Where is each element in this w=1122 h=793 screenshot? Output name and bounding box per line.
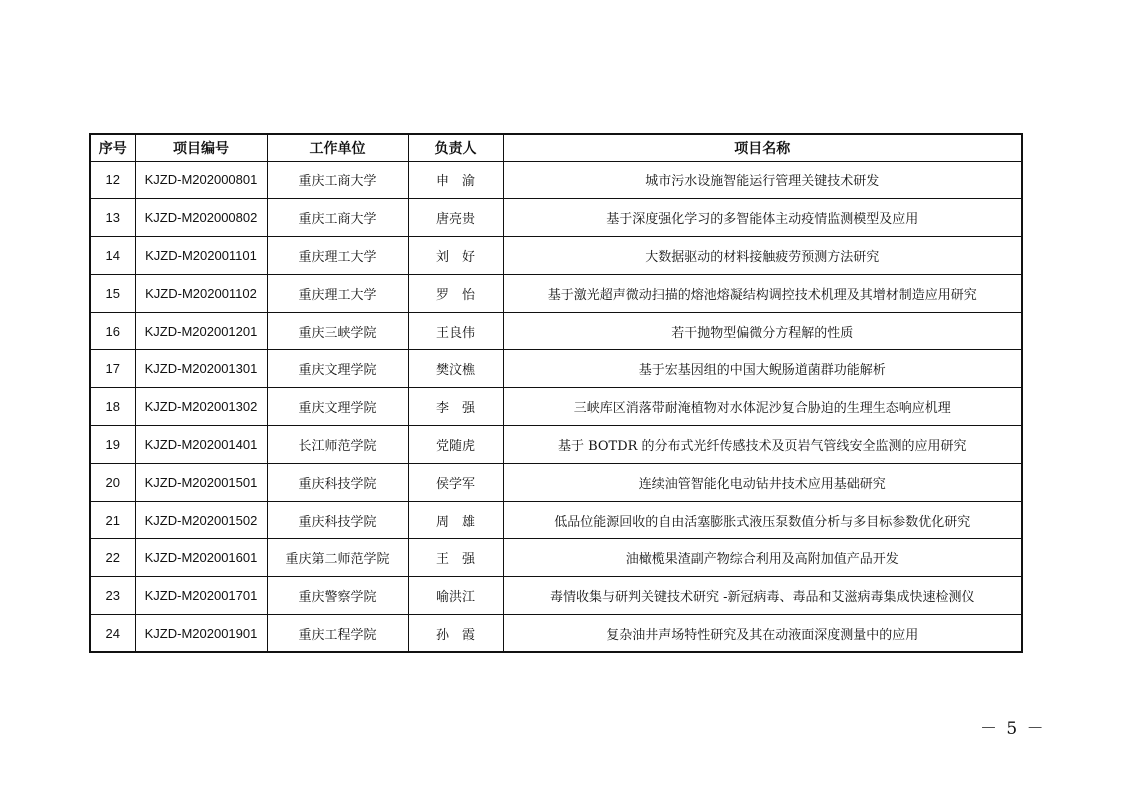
cell-project-name: 三峡库区消落带耐淹植物对水体泥沙复合胁迫的生理生态响应机理 — [503, 388, 1022, 426]
cell-work-unit: 重庆工商大学 — [267, 161, 408, 199]
cell-project-code: KJZD-M202001101 — [135, 237, 267, 275]
cell-project-code: KJZD-M202000802 — [135, 199, 267, 237]
table-body — [90, 161, 1022, 652]
cell-work-unit: 长江师范学院 — [267, 426, 408, 464]
table-row — [90, 237, 1022, 275]
cell-project-code: KJZD-M202001701 — [135, 577, 267, 615]
table-row — [90, 161, 1022, 199]
table-row — [90, 350, 1022, 388]
cell-seq: 16 — [90, 312, 135, 350]
cell-work-unit: 重庆警察学院 — [267, 577, 408, 615]
cell-leader: 王良伟 — [408, 312, 503, 350]
cell-project-code: KJZD-M202001102 — [135, 274, 267, 312]
table-row — [90, 615, 1022, 653]
cell-leader: 李 强 — [408, 388, 503, 426]
project-table — [89, 133, 1023, 653]
cell-seq: 14 — [90, 237, 135, 275]
table-row — [90, 426, 1022, 464]
header-lead: 负责人 — [408, 134, 503, 161]
cell-project-code: KJZD-M202001201 — [135, 312, 267, 350]
header-code: 项目编号 — [135, 134, 267, 161]
table-header-row — [90, 134, 1022, 161]
cell-project-name: 毒情收集与研判关键技术研究 -新冠病毒、毒品和艾滋病毒集成快速检测仪 — [503, 577, 1022, 615]
cell-work-unit: 重庆文理学院 — [267, 350, 408, 388]
cell-seq: 20 — [90, 463, 135, 501]
cell-seq: 24 — [90, 615, 135, 653]
header-unit: 工作单位 — [267, 134, 408, 161]
cell-project-code: KJZD-M202001302 — [135, 388, 267, 426]
cell-project-name: 基于宏基因组的中国大鲵肠道菌群功能解析 — [503, 350, 1022, 388]
cell-project-code: KJZD-M202001502 — [135, 501, 267, 539]
table-row — [90, 312, 1022, 350]
cell-project-name: 基于激光超声微动扫描的熔池熔凝结构调控技术机理及其增材制造应用研究 — [503, 274, 1022, 312]
cell-project-name: 连续油管智能化电动钻井技术应用基础研究 — [503, 463, 1022, 501]
page-number: － 5 － — [980, 719, 1046, 739]
cell-leader: 党随虎 — [408, 426, 503, 464]
cell-leader: 罗 怡 — [408, 274, 503, 312]
cell-seq: 15 — [90, 274, 135, 312]
cell-seq: 13 — [90, 199, 135, 237]
cell-work-unit: 重庆科技学院 — [267, 501, 408, 539]
header-seq: 序号 — [90, 134, 135, 161]
cell-leader: 樊汶樵 — [408, 350, 503, 388]
cell-seq: 22 — [90, 539, 135, 577]
cell-work-unit: 重庆理工大学 — [267, 237, 408, 275]
cell-leader: 王 强 — [408, 539, 503, 577]
table-row — [90, 388, 1022, 426]
table-row — [90, 463, 1022, 501]
cell-project-name: 基于深度强化学习的多智能体主动疫情监测模型及应用 — [503, 199, 1022, 237]
cell-project-code: KJZD-M202001601 — [135, 539, 267, 577]
table-row — [90, 501, 1022, 539]
table-row — [90, 539, 1022, 577]
cell-project-code: KJZD-M202000801 — [135, 161, 267, 199]
cell-project-name: 若干抛物型偏微分方程解的性质 — [503, 312, 1022, 350]
cell-project-code: KJZD-M202001301 — [135, 350, 267, 388]
cell-leader: 唐亮贵 — [408, 199, 503, 237]
cell-work-unit: 重庆第二师范学院 — [267, 539, 408, 577]
cell-leader: 侯学军 — [408, 463, 503, 501]
table-row — [90, 577, 1022, 615]
cell-work-unit: 重庆工商大学 — [267, 199, 408, 237]
cell-project-name: 城市污水设施智能运行管理关键技术研发 — [503, 161, 1022, 199]
cell-work-unit: 重庆文理学院 — [267, 388, 408, 426]
cell-project-code: KJZD-M202001501 — [135, 463, 267, 501]
cell-work-unit: 重庆科技学院 — [267, 463, 408, 501]
cell-project-name: 大数据驱动的材料接触疲劳预测方法研究 — [503, 237, 1022, 275]
cell-seq: 19 — [90, 426, 135, 464]
cell-leader: 申 渝 — [408, 161, 503, 199]
cell-seq: 23 — [90, 577, 135, 615]
cell-work-unit: 重庆三峡学院 — [267, 312, 408, 350]
cell-project-name: 油橄榄果渣副产物综合利用及高附加值产品开发 — [503, 539, 1022, 577]
cell-project-code: KJZD-M202001401 — [135, 426, 267, 464]
cell-leader: 刘 好 — [408, 237, 503, 275]
table-row — [90, 199, 1022, 237]
cell-seq: 12 — [90, 161, 135, 199]
cell-project-name: 低品位能源回收的自由活塞膨胀式液压泵数值分析与多目标参数优化研究 — [503, 501, 1022, 539]
cell-leader: 喻洪江 — [408, 577, 503, 615]
cell-leader: 周 雄 — [408, 501, 503, 539]
cell-leader: 孙 霞 — [408, 615, 503, 653]
cell-seq: 17 — [90, 350, 135, 388]
cell-work-unit: 重庆理工大学 — [267, 274, 408, 312]
header-name: 项目名称 — [503, 134, 1022, 161]
table-row — [90, 274, 1022, 312]
cell-project-name: 基于 BOTDR 的分布式光纤传感技术及页岩气管线安全监测的应用研究 — [503, 426, 1022, 464]
cell-project-name: 复杂油井声场特性研究及其在动液面深度测量中的应用 — [503, 615, 1022, 653]
cell-work-unit: 重庆工程学院 — [267, 615, 408, 653]
cell-seq: 21 — [90, 501, 135, 539]
cell-project-code: KJZD-M202001901 — [135, 615, 267, 653]
cell-seq: 18 — [90, 388, 135, 426]
